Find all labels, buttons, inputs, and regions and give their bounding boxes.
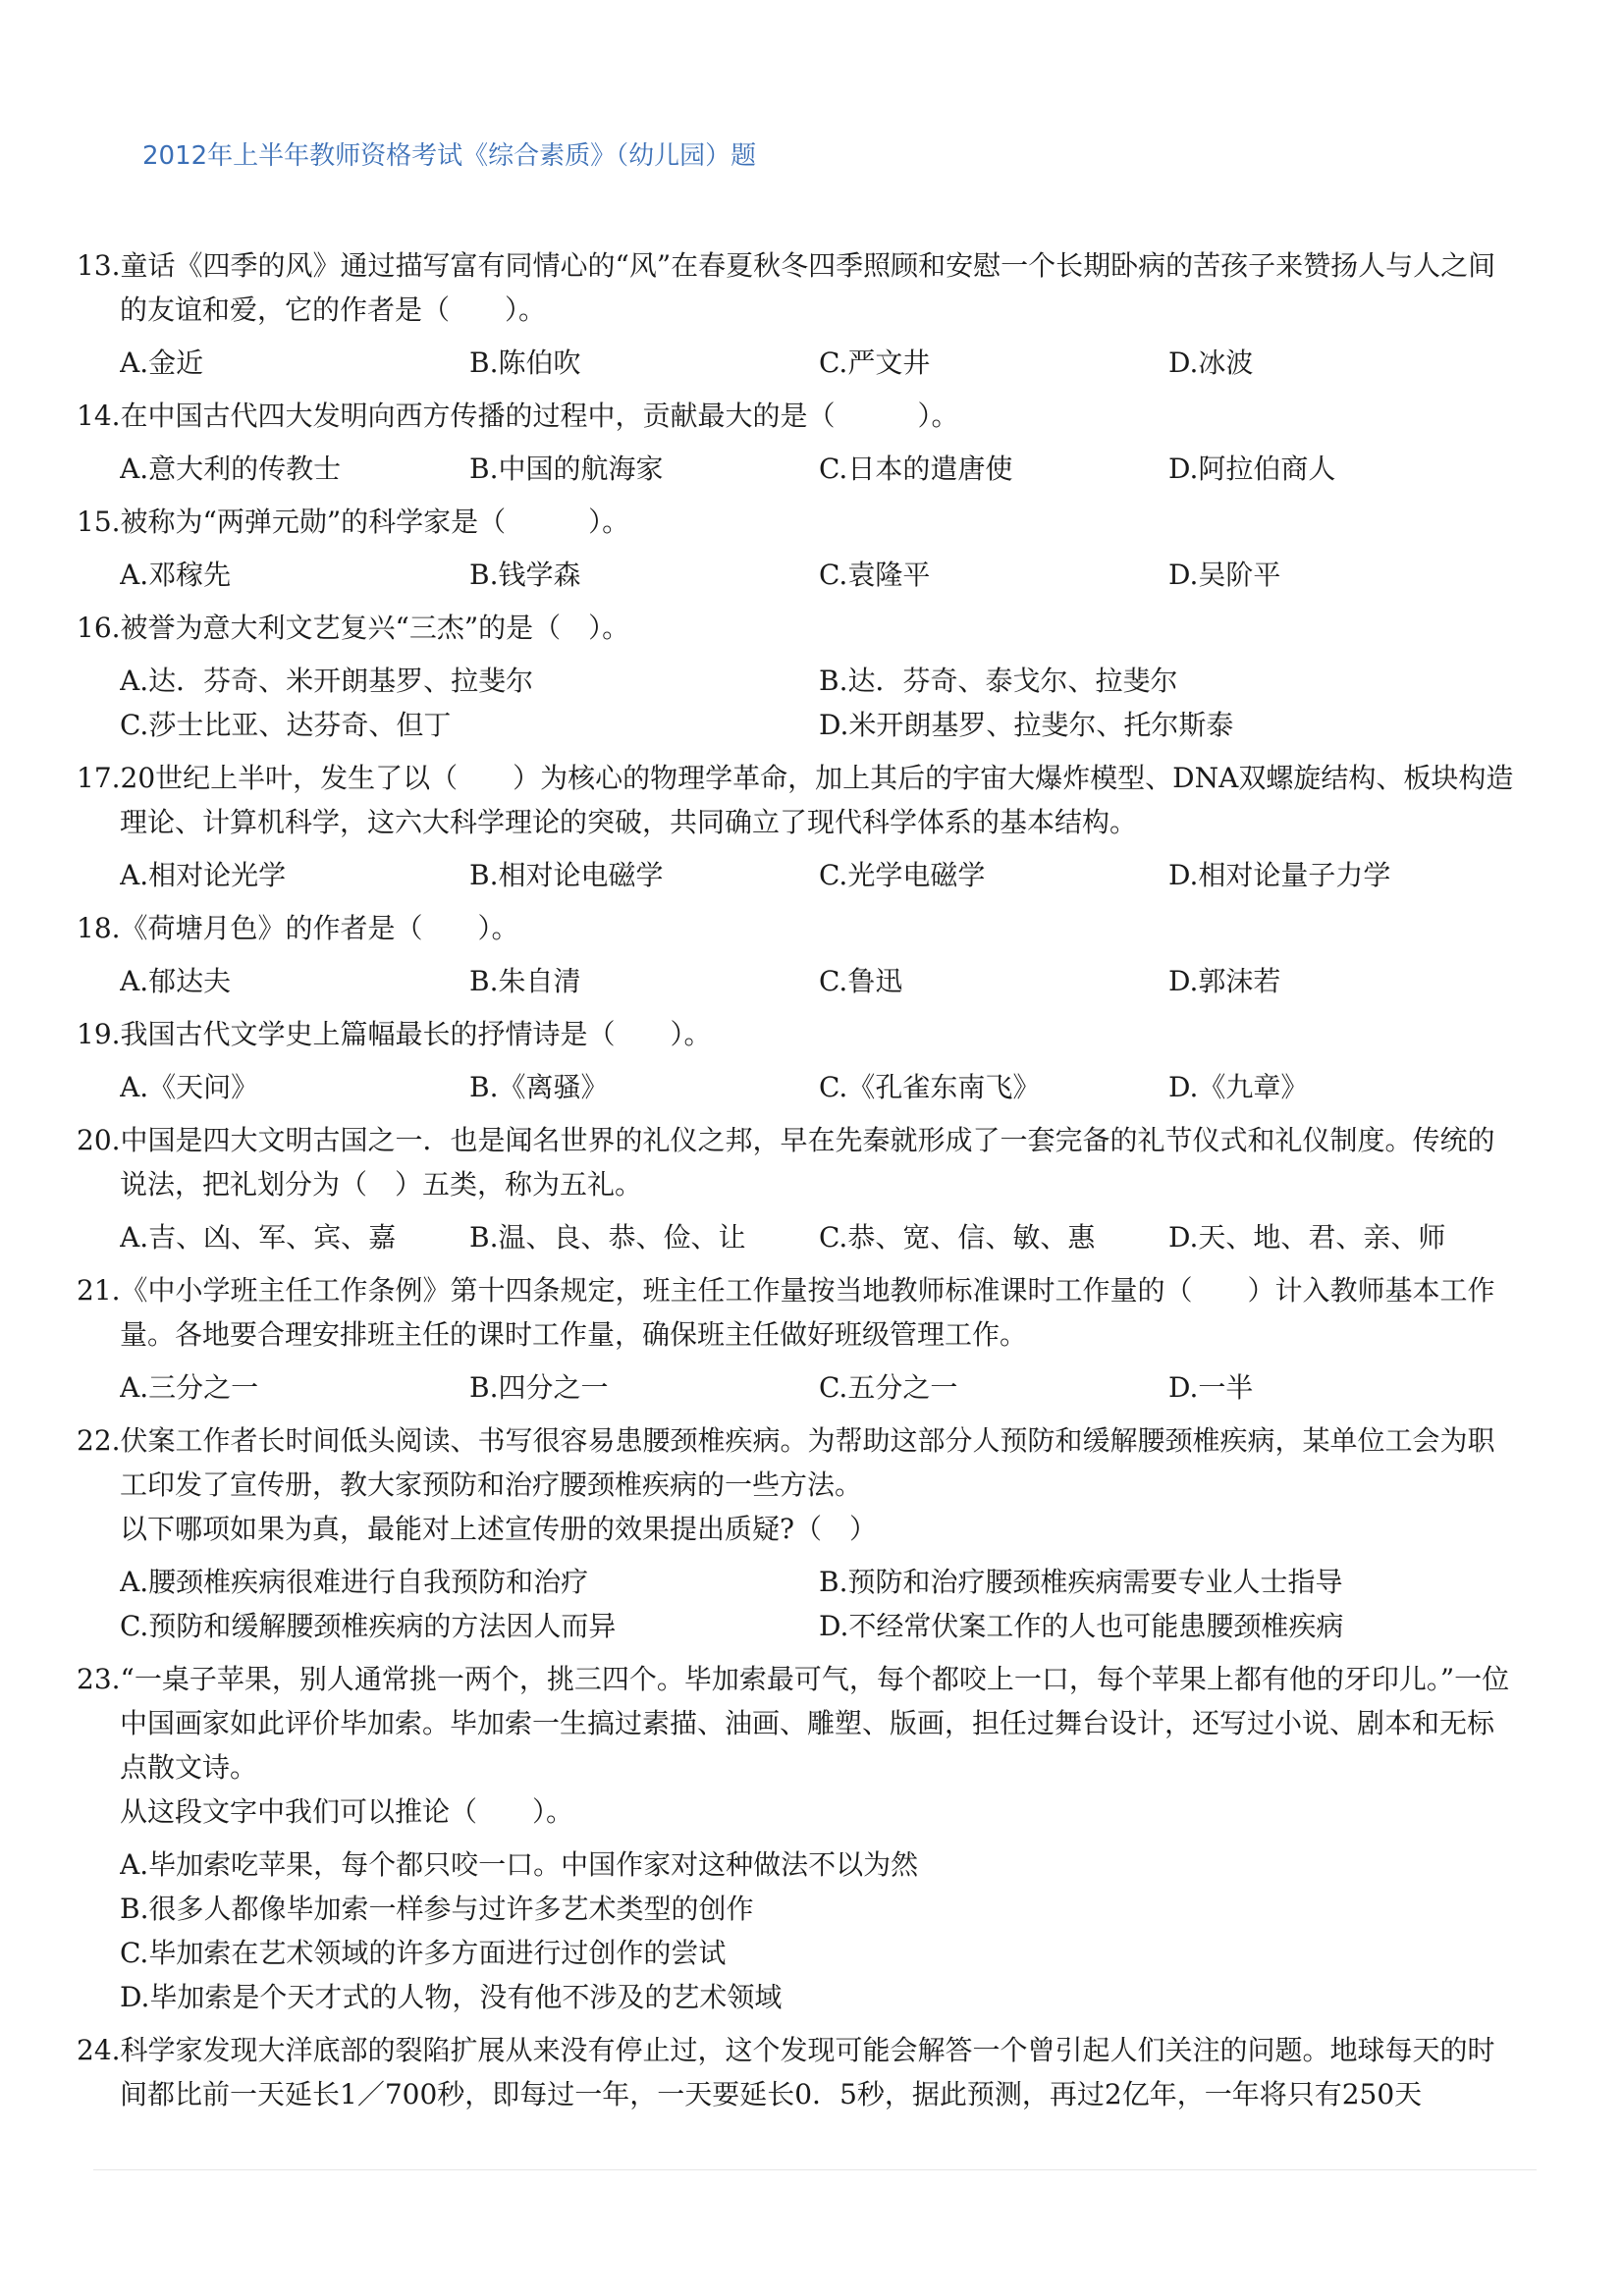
question-item [77, 1012, 1520, 1109]
answer-options [77, 853, 1520, 897]
question-text: 伏案工作者长时间低头阅读、书写很容易患腰颈椎疾病。为帮助这部分人预防和缓解腰颈椎疾病，某单位工会为职工印发了宣传册，教大家预防和治疗腰颈椎疾病的一些方法。 [120, 1424, 1495, 1501]
answer-option: C.光学电磁学 [819, 859, 986, 891]
answer-options [77, 1365, 1520, 1410]
question-stem [77, 2028, 1520, 2116]
answer-option: D.一半 [1168, 1371, 1254, 1404]
question-number: 19. [77, 1018, 121, 1050]
answer-option: A.三分之一 [120, 1371, 259, 1404]
question-stem [77, 1012, 1520, 1056]
footer-divider [93, 2169, 1537, 2170]
question-item [77, 1118, 1520, 1259]
answer-option: B.很多人都像毕加索一样参与过许多艺术类型的创作 [120, 1893, 754, 1925]
answer-option: C.鲁迅 [819, 965, 903, 997]
question-text: 《荷塘月色》的作者是（ ）。 [120, 912, 519, 944]
answer-option: A.郁达夫 [120, 965, 232, 997]
answer-options [77, 959, 1520, 1003]
question-text: 我国古代文学史上篇幅最长的抒情诗是（ ）。 [120, 1018, 712, 1050]
answer-option: C.预防和缓解腰颈椎疾病的方法因人而异 [120, 1610, 617, 1642]
answer-option: B.相对论电磁学 [469, 859, 664, 891]
question-number: 16. [77, 612, 121, 644]
question-item [77, 394, 1520, 491]
question-stem [77, 1657, 1520, 1789]
question-item [77, 243, 1520, 385]
question-text: 被誉为意大利文艺复兴“三杰”的是（ ）。 [120, 612, 630, 644]
answer-option: A.邓稼先 [120, 559, 232, 591]
answer-option: A.吉、凶、军、宾、嘉 [120, 1221, 397, 1254]
answer-option: B.预防和治疗腰颈椎疾病需要专业人士指导 [819, 1566, 1343, 1598]
answer-option: B.四分之一 [469, 1371, 609, 1404]
question-stem [77, 394, 1520, 438]
answer-option: A.达．芬奇、米开朗基罗、拉斐尔 [120, 665, 534, 697]
answer-option: D.米开朗基罗、拉斐尔、托尔斯泰 [819, 709, 1234, 741]
question-number: 15. [77, 506, 121, 538]
question-item [77, 756, 1520, 897]
question-number: 13. [77, 249, 121, 282]
question-number: 14. [77, 400, 121, 432]
answer-option: A.金近 [120, 347, 204, 379]
answer-option: A.《天问》 [120, 1071, 259, 1103]
answer-option: D.毕加索是个天才式的人物，没有他不涉及的艺术领域 [120, 1981, 783, 2013]
question-text: 童话《四季的风》通过描写富有同情心的“风”在春夏秋冬四季照顾和安慰一个长期卧病的苦孩子来赞扬人与人之间的友谊和爱，它的作者是（ ）。 [120, 249, 1496, 326]
answer-option: C.《孔雀东南飞》 [819, 1071, 1041, 1103]
question-text: 《中小学班主任工作条例》第十四条规定，班主任工作量按当地教师标准课时工作量的（ ）计入教师基本工作量。各地要合理安排班主任的课时工作量，确保班主任做好班级管理工作。 [120, 1274, 1495, 1351]
question-text: 科学家发现大洋底部的裂陷扩展从来没有停止过，这个发现可能会解答一个曾引起人们关注的问题。地球每天的时间都比前一天延长1／700秒，即每过一年，一天要延长0．5秒，据此预测，再过2亿年，一年将只有250天 [120, 2034, 1495, 2110]
answer-option: B.温、良、恭、俭、让 [469, 1221, 746, 1254]
question-stem [77, 606, 1520, 650]
answer-option: D.不经常伏案工作的人也可能患腰颈椎疾病 [819, 1610, 1344, 1642]
answer-option: D.相对论量子力学 [1168, 859, 1391, 891]
question-item [77, 1418, 1520, 1648]
answer-option: D.阿拉伯商人 [1168, 453, 1336, 485]
question-item [77, 906, 1520, 1003]
question-item [77, 1657, 1520, 2019]
answer-options [77, 659, 1520, 747]
question-number: 22. [77, 1424, 121, 1457]
answer-option: B.达．芬奇、泰戈尔、拉斐尔 [819, 665, 1178, 697]
question-number: 20. [77, 1124, 121, 1156]
answer-options [77, 1842, 1520, 2019]
answer-option: A.腰颈椎疾病很难进行自我预防和治疗 [120, 1566, 589, 1598]
question-number: 17. [77, 762, 121, 794]
answer-option: C.毕加索在艺术领域的许多方面进行过创作的尝试 [120, 1937, 727, 1969]
answer-option: C.严文井 [819, 347, 931, 379]
answer-option: C.日本的遣唐使 [819, 453, 1013, 485]
question-stem [77, 1118, 1520, 1206]
answer-option: C.莎士比亚、达芬奇、但丁 [120, 709, 452, 741]
question-number: 24. [77, 2034, 121, 2066]
question-item [77, 1268, 1520, 1410]
question-stem [77, 756, 1520, 844]
question-number: 21. [77, 1274, 121, 1307]
question-stem [77, 1268, 1520, 1357]
question-stem [77, 906, 1520, 950]
answer-option: A.意大利的传教士 [120, 453, 342, 485]
answer-option: D.天、地、君、亲、师 [1168, 1221, 1446, 1254]
question-number: 23. [77, 1663, 121, 1695]
question-text: 在中国古代四大发明向西方传播的过程中，贡献最大的是（ ）。 [120, 400, 959, 432]
answer-option: B.陈伯吹 [469, 347, 581, 379]
question-text: 中国是四大文明古国之一．也是闻名世界的礼仪之邦，早在先秦就形成了一套完备的礼节仪式和礼仪制度。传统的说法，把礼划分为（ ）五类，称为五礼。 [120, 1124, 1495, 1201]
answer-option: C.袁隆平 [819, 559, 931, 591]
answer-options [77, 1215, 1520, 1259]
answer-option: D.吴阶平 [1168, 559, 1281, 591]
question-stem [77, 500, 1520, 544]
answer-option: D.《九章》 [1168, 1071, 1309, 1103]
question-prompt: 以下哪项如果为真，最能对上述宣传册的效果提出质疑?（ ） [120, 1513, 878, 1545]
answer-option: B.钱学森 [469, 559, 581, 591]
answer-option: B.朱自清 [469, 965, 581, 997]
answer-options [77, 1560, 1520, 1648]
answer-options [77, 553, 1520, 597]
question-stem [77, 243, 1520, 332]
question-prompt: 从这段文字中我们可以推论（ ）。 [120, 1795, 574, 1828]
question-text: 被称为“两弹元勋”的科学家是（ ）。 [120, 506, 630, 538]
question-stem [77, 1418, 1520, 1507]
question-list [77, 243, 1520, 2125]
page-title: 2012年上半年教师资格考试《综合素质》（幼儿园）题 [142, 141, 757, 171]
answer-option: B.中国的航海家 [469, 453, 664, 485]
answer-option: D.冰波 [1168, 347, 1254, 379]
question-item [77, 606, 1520, 747]
question-text: “一桌子苹果，别人通常挑一两个，挑三四个。毕加索最可气，每个都咬上一口，每个苹果上都有他的牙印儿。”一位中国画家如此评价毕加索。毕加索一生搞过素描、油画、雕塑、版画，担任过舞台设计，还写过小说、剧本和无标点散文诗。 [120, 1663, 1510, 1784]
answer-options [77, 447, 1520, 491]
answer-options [77, 341, 1520, 385]
question-number: 18. [77, 912, 121, 944]
answer-option: C.五分之一 [819, 1371, 958, 1404]
answer-option: A.相对论光学 [120, 859, 287, 891]
answer-option: B.《离骚》 [469, 1071, 609, 1103]
answer-option: C.恭、宽、信、敏、惠 [819, 1221, 1096, 1254]
question-item [77, 500, 1520, 597]
answer-option: A.毕加索吃苹果，每个都只咬一口。中国作家对这种做法不以为然 [120, 1848, 919, 1881]
question-text: 20世纪上半叶，发生了以（ ）为核心的物理学革命，加上其后的宇宙大爆炸模型、DNA双螺旋结构、板块构造理论、计算机科学，这六大科学理论的突破，共同确立了现代科学体系的基本结构。 [120, 762, 1514, 838]
question-item [77, 2028, 1520, 2116]
answer-options [77, 1065, 1520, 1109]
answer-option: D.郭沫若 [1168, 965, 1281, 997]
